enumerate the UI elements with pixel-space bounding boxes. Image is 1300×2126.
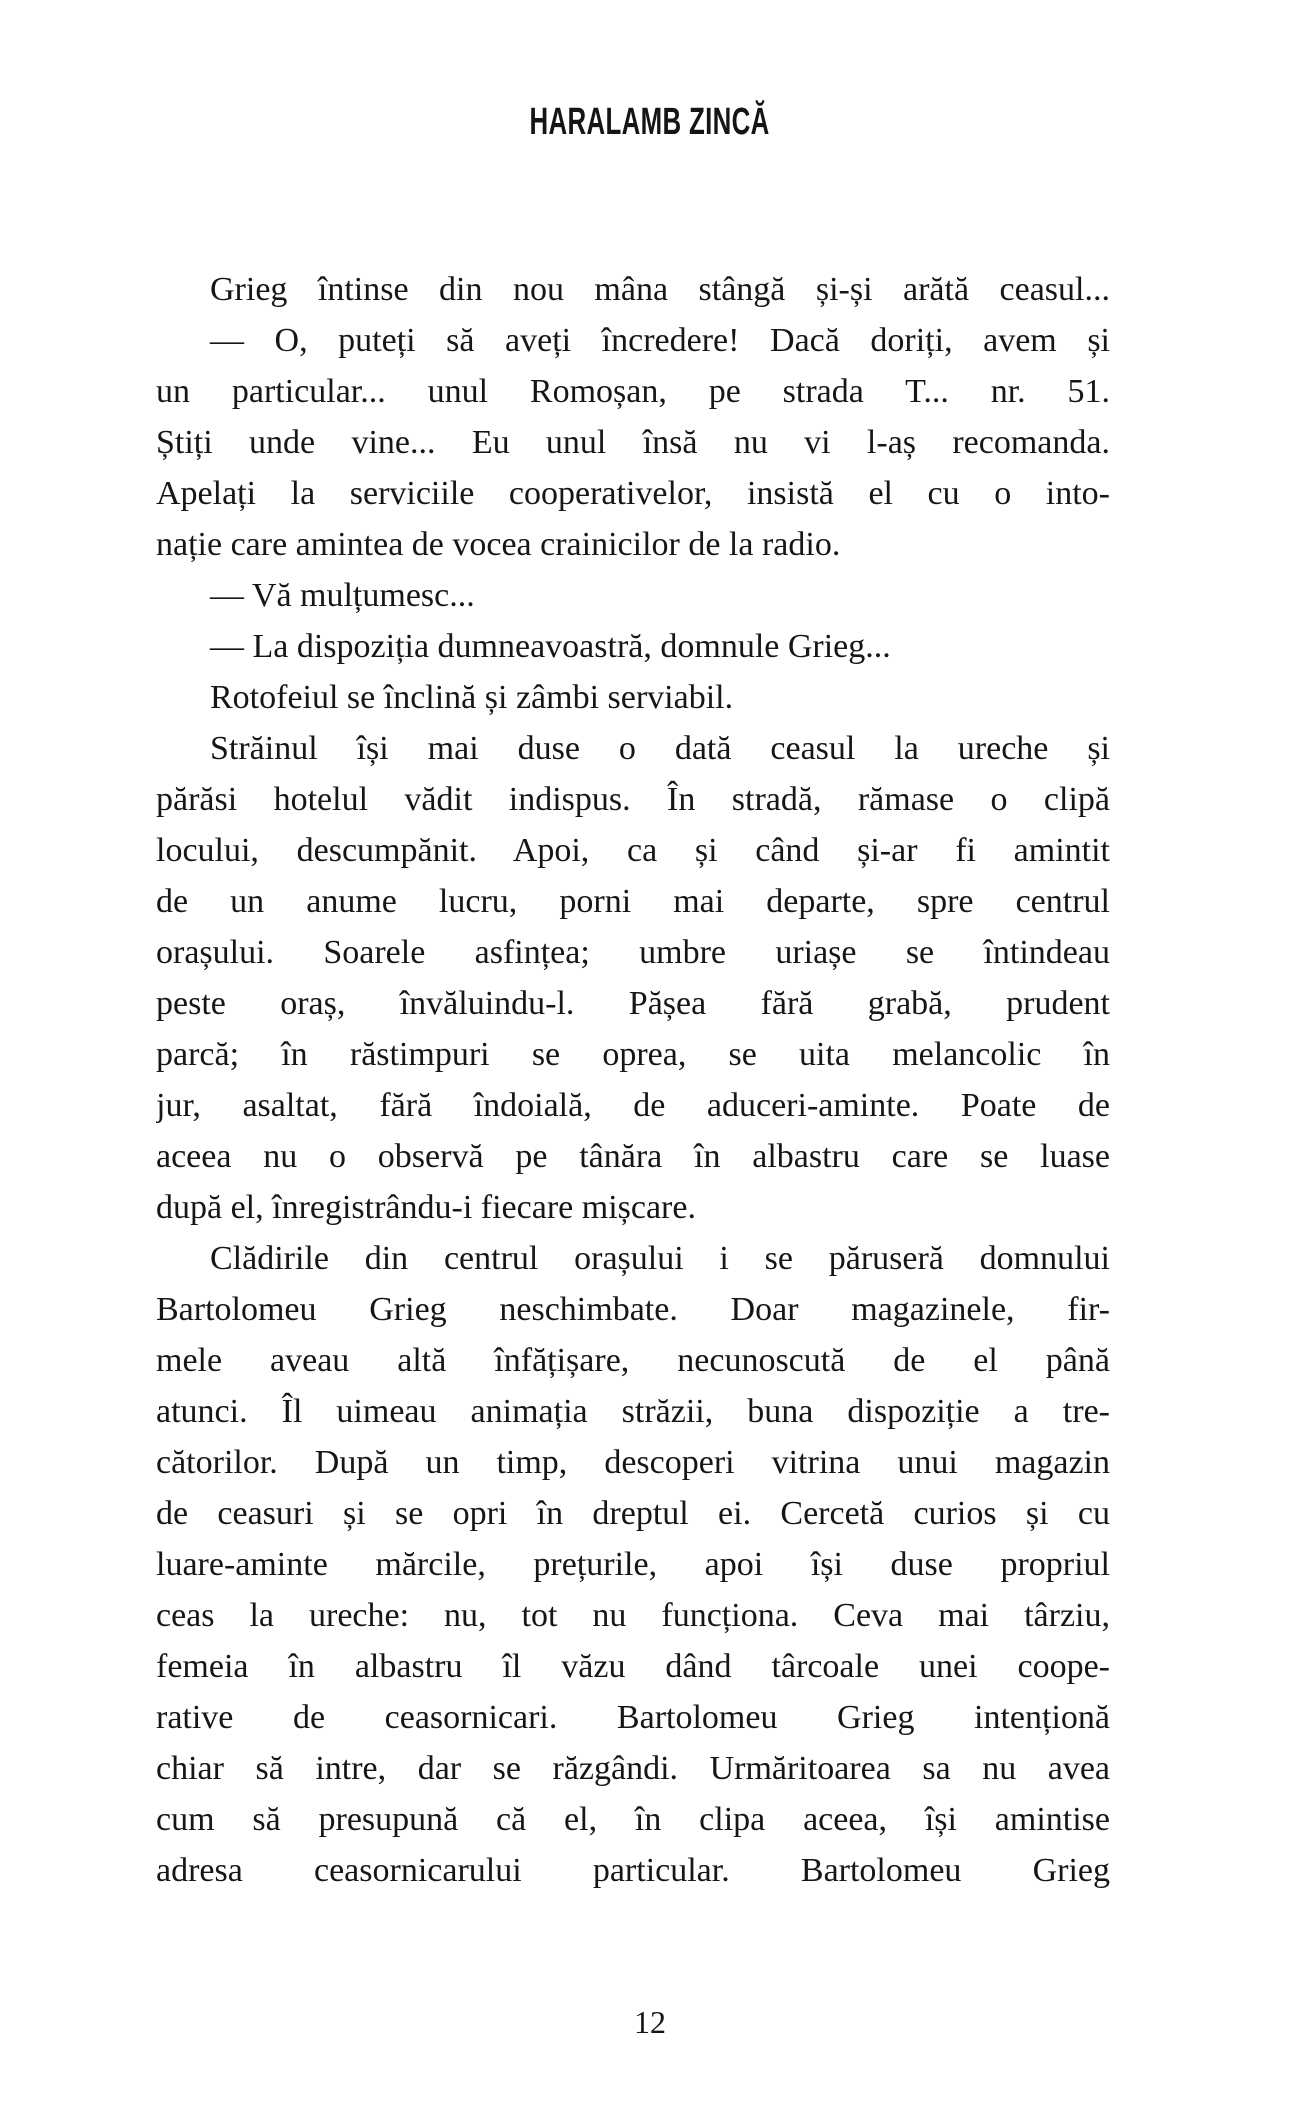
text-line: Rotofeiul se înclină și zâmbi serviabil. xyxy=(210,679,734,716)
text-line: peste oraș, învăluindu-l. Pășea fără grabă, prudent xyxy=(156,985,1110,1022)
text-line: rative de ceasornicari. Bartolomeu Grieg intenționă xyxy=(156,1699,1110,1736)
page-number: 12 xyxy=(634,2004,666,2040)
text-line: parcă; în răstimpuri se oprea, se uita melancolic în xyxy=(156,1036,1110,1073)
text-line: adresa ceasornicarului particular. Bartolomeu Grieg xyxy=(156,1852,1110,1889)
body-text xyxy=(156,264,1110,1896)
text-line: Străinul își mai duse o dată ceasul la ureche și xyxy=(210,730,1110,767)
text-line: Clădirile din centrul orașului i se păruseră domnului xyxy=(210,1240,1110,1277)
text-line: cătorilor. După un timp, descoperi vitrina unui magazin xyxy=(156,1444,1110,1481)
text-line: Grieg întinse din nou mâna stângă și-și arătă ceasul... xyxy=(210,271,1110,308)
text-line: atunci. Îl uimeau animația străzii, buna dispoziție a tre- xyxy=(156,1393,1110,1430)
text-line: jur, asaltat, fără îndoială, de aduceri-aminte. Poate de xyxy=(156,1087,1110,1124)
text-line: luare-aminte mărcile, prețurile, apoi își duse propriul xyxy=(156,1546,1110,1583)
text-line: cum să presupună că el, în clipa aceea, își amintise xyxy=(156,1801,1110,1838)
text-line: aceea nu o observă pe tânăra în albastru care se luase xyxy=(156,1138,1110,1175)
text-line: de un anume lucru, porni mai departe, spre centrul xyxy=(156,883,1110,920)
text-line: — La dispoziția dumneavoastră, domnule Grieg... xyxy=(210,628,891,665)
text-line: de ceasuri și se opri în dreptul ei. Cercetă curios și cu xyxy=(156,1495,1110,1532)
text-line: nație care amintea de vocea crainicilor de la radio. xyxy=(156,526,841,563)
text-line: Apelați la serviciile cooperativelor, insistă el cu o into- xyxy=(156,475,1110,512)
text-line: mele aveau altă înfățișare, necunoscută de el până xyxy=(156,1342,1110,1379)
text-line: Bartolomeu Grieg neschimbate. Doar magazinele, fir- xyxy=(156,1291,1110,1328)
text-line: după el, înregistrându-i fiecare mișcare. xyxy=(156,1189,696,1226)
page-header xyxy=(0,103,1300,141)
text-line: — Vă mulțumesc... xyxy=(210,577,475,614)
text-line: femeia în albastru îl văzu dând târcoale unei coope- xyxy=(156,1648,1110,1685)
author-name: HARALAMB ZINCĂ xyxy=(529,101,771,143)
text-line: orașului. Soarele asfințea; umbre uriașe se întindeau xyxy=(156,934,1110,971)
text-line: — O, puteți să aveți încredere! Dacă doriți, avem și xyxy=(210,322,1110,359)
text-line: ceas la ureche: nu, tot nu funcționa. Ceva mai târziu, xyxy=(156,1597,1110,1634)
text-line: Știți unde vine... Eu unul însă nu vi l-aș recomanda. xyxy=(156,424,1110,461)
text-line: chiar să intre, dar se răzgândi. Urmăritoarea sa nu avea xyxy=(156,1750,1110,1787)
text-line: părăsi hotelul vădit indispus. În stradă, rămase o clipă xyxy=(156,781,1110,818)
text-line: locului, descumpănit. Apoi, ca și când și-ar fi amintit xyxy=(156,832,1110,869)
text-line: un particular... unul Romoșan, pe strada T... nr. 51. xyxy=(156,373,1110,410)
